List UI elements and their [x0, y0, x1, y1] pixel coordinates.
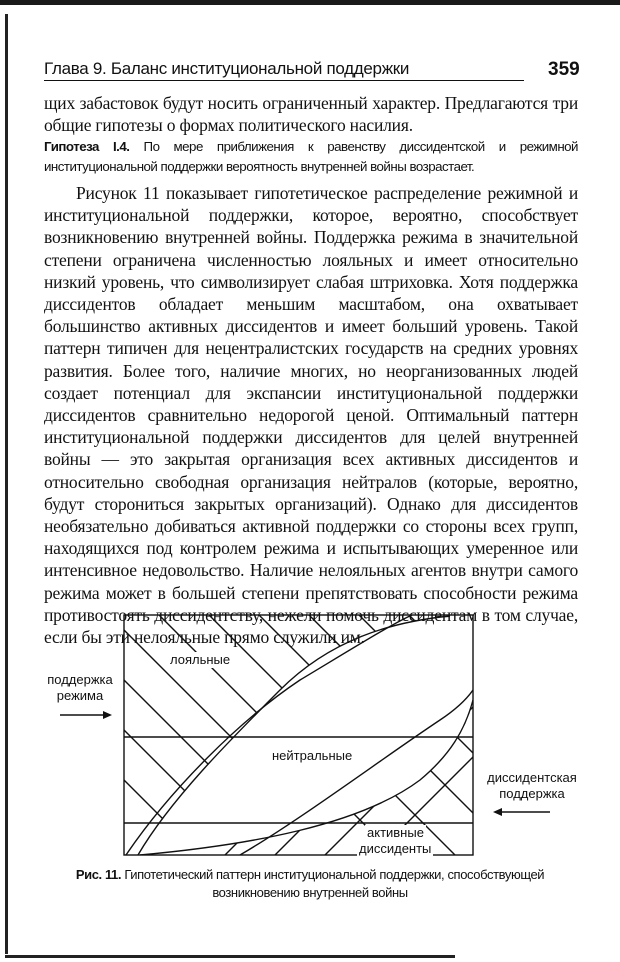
hypothesis-block: [44, 137, 578, 177]
page-number: 359: [548, 59, 580, 80]
figure-caption: [60, 866, 560, 902]
left-arrow-icon: [493, 808, 502, 816]
regime-support-label: поддержка режима: [47, 672, 113, 703]
scan-edge-bottom: [5, 955, 455, 958]
scan-edge-top: [0, 0, 620, 5]
region-label-dissidents: диссиденты: [359, 841, 432, 856]
paragraph-continuation: щих забастовок будут носить ограниченный характер. Предлагаются три общие гипотезы о формах политического насилия.: [44, 93, 578, 136]
right-arrow-icon: [103, 711, 112, 719]
dissident-support-label: диссидентская поддержка: [487, 770, 577, 801]
region-label-active: активные: [367, 825, 424, 840]
paragraph-figure-description: Рисунок 11 показывает гипотетическое распределение режимной и институциональной поддержки, которое, вероятно, способствует возникновению внутренней войны. Поддержка режима в значительной степени ограничена численностью лояльных и имеет относительно низкий уровень, что символизирует слабая штриховка. Хотя поддержка диссидентов обладает меньшим масштабом, она охватывает большинство активных диссидентов и имеет больший уровень. Такой паттерн типичен для нецентралистских государств на средних уровнях развития. Более того, наличие многих, но неорганизованных людей создает потенциал для экспансии институциональной поддержки диссидентов сравнительно недорогой ценой. Оптимальный паттерн институциональной поддержки диссидентов для целей внутренней войны — это закрытая организация всех активных диссидентов и относительно свободная организация нейтралов (которые, вероятно, будут сторониться закрытых организаций). Однако для диссидентов необязательно добиваться активной поддержки со стороны всех групп, находящихся под контролем режима и испытывающих умеренное или интенсивное недовольство. Наличие нелояльных агентов внутри самого режима может в большей степени препятствовать способности режима противостоять диссидентству, нежели помочь диссидентам в том случае, если бы эти нелояльные прямо служили им.: [44, 183, 578, 648]
hypothesis-text: По мере приближения к равенству диссидентской и режимной институциональной поддержки вероятность внутренней войны возрастает.: [44, 139, 578, 174]
hypothesis-label: Гипотеза I.4.: [44, 139, 130, 154]
caption-label: Рис. 11.: [75, 867, 122, 882]
region-label-neutral: нейтральные: [272, 748, 353, 763]
support-pattern-diagram: [0, 600, 620, 870]
region-label-loyal: лояльные: [170, 652, 231, 667]
figure-11: [0, 600, 620, 870]
caption-text: Гипотетический паттерн институциональной поддержки, способствующей возникновению внутренней войны: [121, 867, 545, 900]
running-header: Глава 9. Баланс институциональной поддержки: [44, 58, 524, 81]
